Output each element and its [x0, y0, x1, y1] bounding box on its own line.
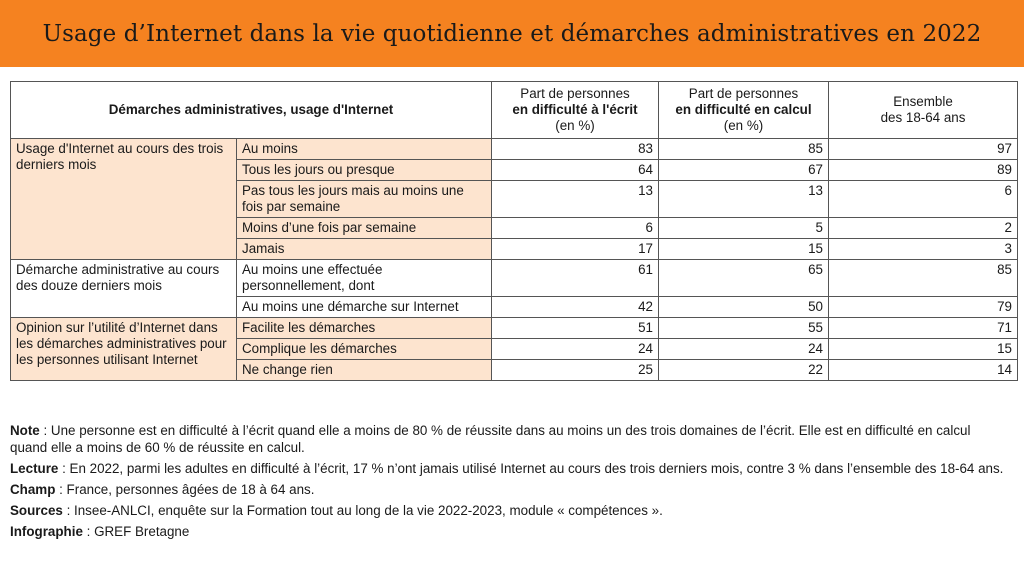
value-calcul: 24	[659, 339, 829, 360]
footnotes	[10, 422, 1010, 544]
row-label: Complique les démarches	[237, 339, 492, 360]
value-calcul: 22	[659, 360, 829, 381]
table-row	[11, 260, 1018, 297]
data-table	[10, 81, 1018, 381]
value-ecrit: 24	[492, 339, 659, 360]
value-ensemble: 89	[829, 160, 1018, 181]
value-calcul: 55	[659, 318, 829, 339]
value-calcul: 5	[659, 218, 829, 239]
value-ensemble: 15	[829, 339, 1018, 360]
row-label: Ne change rien	[237, 360, 492, 381]
header-row	[11, 82, 1018, 139]
row-label: Facilite les démarches	[237, 318, 492, 339]
value-ecrit: 61	[492, 260, 659, 297]
table-row	[11, 318, 1018, 339]
table-row	[11, 139, 1018, 160]
header-calcul: Part de personnes en difficulté en calcul (en %)	[659, 82, 829, 139]
page-title: Usage d’Internet dans la vie quotidienne et démarches administratives en 2022	[42, 20, 982, 47]
value-ecrit: 42	[492, 297, 659, 318]
champ-paragraph: Champ : France, personnes âgées de 18 à 64 ans.	[10, 482, 315, 497]
value-ecrit: 13	[492, 181, 659, 218]
row-label: Jamais	[237, 239, 492, 260]
value-ensemble: 85	[829, 260, 1018, 297]
row-label: Au moins	[237, 139, 492, 160]
group-label: Démarche administrative au cours des douze derniers mois	[11, 260, 237, 318]
value-ecrit: 6	[492, 218, 659, 239]
value-ensemble: 97	[829, 139, 1018, 160]
row-label: Moins d’une fois par semaine	[237, 218, 492, 239]
sources-paragraph: Sources : Insee-ANLCI, enquête sur la Formation tout au long de la vie 2022-2023, module « compétences ».	[10, 503, 663, 518]
group-label: Usage d'Internet au cours des trois derniers mois	[11, 139, 237, 260]
value-ensemble: 3	[829, 239, 1018, 260]
group-label: Opinion sur l’utilité d’Internet dans les démarches administratives pour les personnes utilisant Internet	[11, 318, 237, 381]
value-ecrit: 17	[492, 239, 659, 260]
value-ecrit: 25	[492, 360, 659, 381]
row-label: Tous les jours ou presque	[237, 160, 492, 181]
title-banner	[0, 0, 1024, 67]
lecture-paragraph: Lecture : En 2022, parmi les adultes en difficulté à l’écrit, 17 % n’ont jamais utilisé Internet au cours des trois derniers mois, contre 3 % dans l’ensemble des 18-64 ans.	[10, 461, 1004, 476]
row-label: Au moins une démarche sur Internet	[237, 297, 492, 318]
header-ecrit: Part de personnes en difficulté à l'écrit (en %)	[492, 82, 659, 139]
value-calcul: 65	[659, 260, 829, 297]
header-ensemble: Ensemble des 18-64 ans	[829, 82, 1018, 139]
value-calcul: 85	[659, 139, 829, 160]
value-ecrit: 83	[492, 139, 659, 160]
row-label: Au moins une effectuée personnellement, dont	[237, 260, 492, 297]
value-ensemble: 14	[829, 360, 1018, 381]
value-ecrit: 51	[492, 318, 659, 339]
value-calcul: 67	[659, 160, 829, 181]
value-calcul: 13	[659, 181, 829, 218]
value-ensemble: 79	[829, 297, 1018, 318]
value-ensemble: 2	[829, 218, 1018, 239]
value-ensemble: 71	[829, 318, 1018, 339]
value-ensemble: 6	[829, 181, 1018, 218]
note-paragraph: Note : Une personne est en difficulté à l’écrit quand elle a moins de 80 % de réussite dans au moins un des trois domaines de l’écrit. Elle est en difficulté en calcul quand elle a moins de 60 % de réussite en calcul.	[10, 423, 971, 455]
value-calcul: 50	[659, 297, 829, 318]
header-demarches: Démarches administratives, usage d'Internet	[11, 82, 492, 139]
row-label: Pas tous les jours mais au moins une fois par semaine	[237, 181, 492, 218]
value-calcul: 15	[659, 239, 829, 260]
infographie-paragraph: Infographie : GREF Bretagne	[10, 524, 190, 539]
value-ecrit: 64	[492, 160, 659, 181]
